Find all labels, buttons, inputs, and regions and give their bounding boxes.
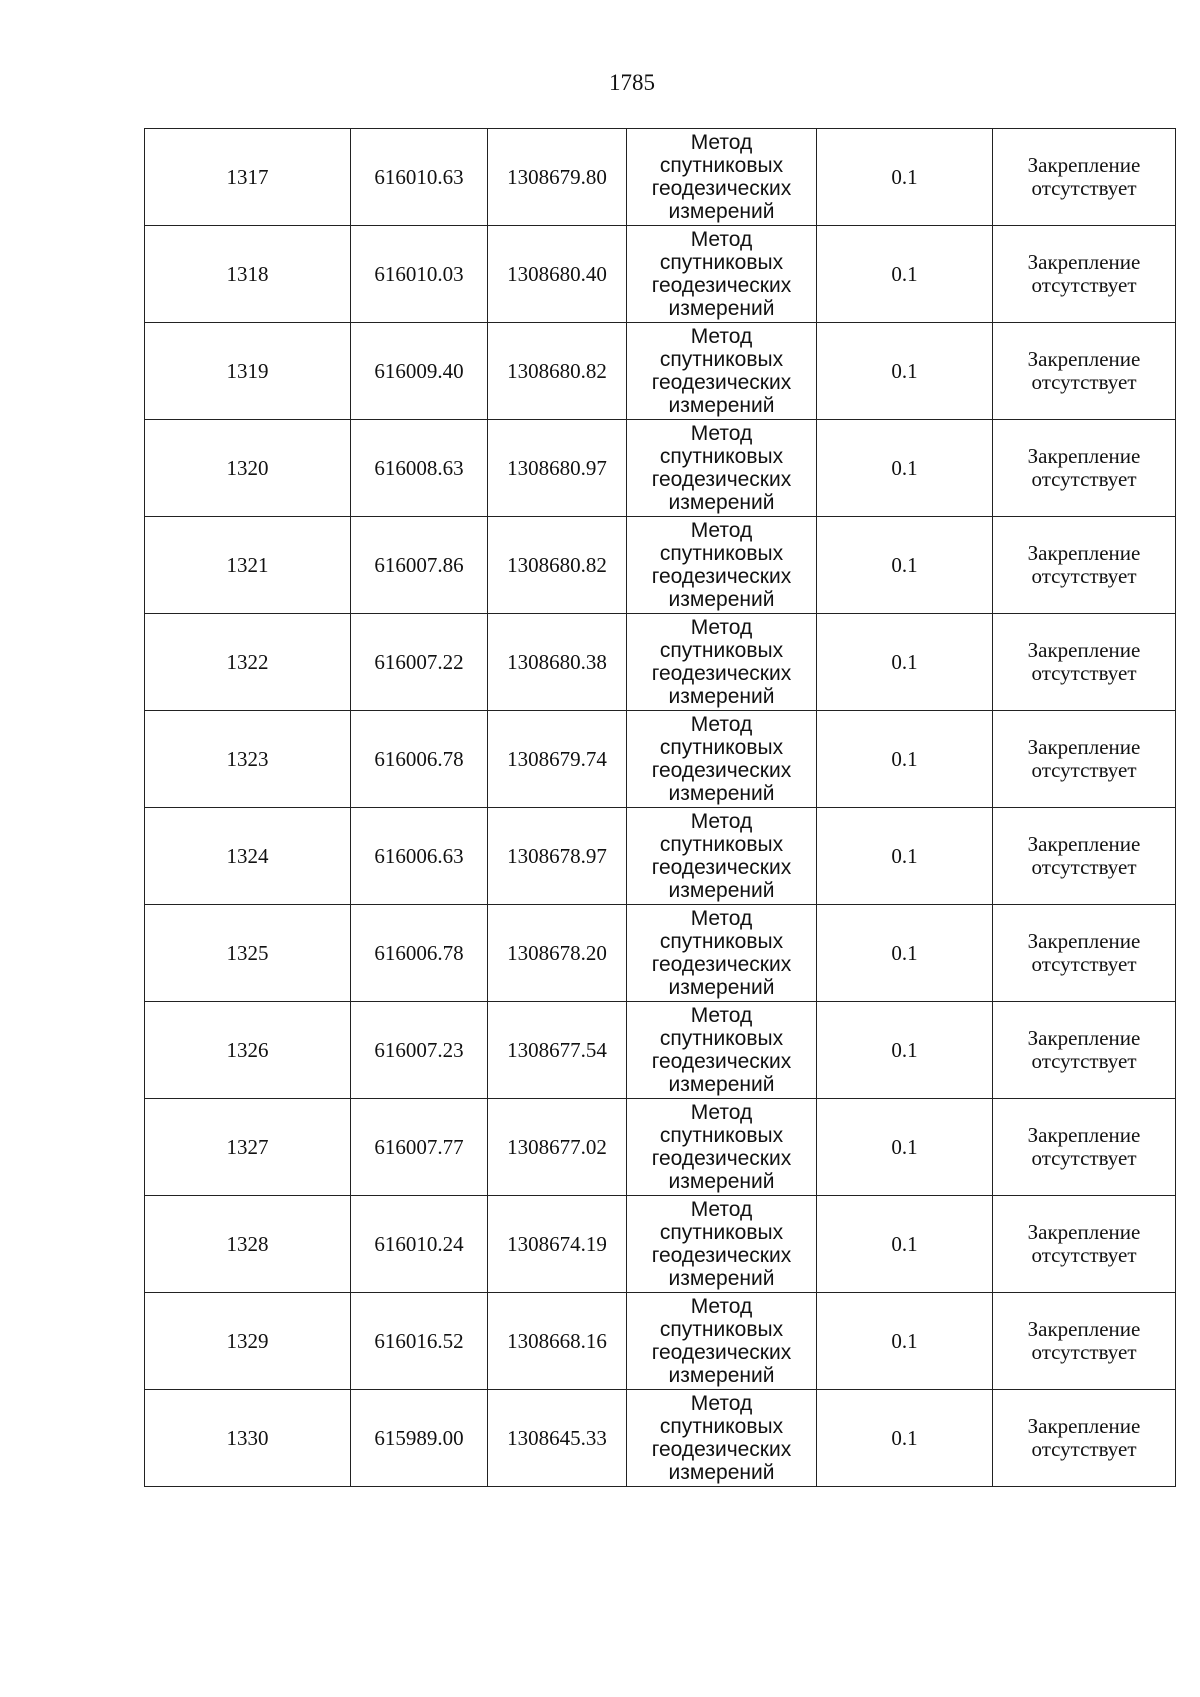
fixation-line: Закрепление [1027, 929, 1141, 953]
x-coordinate-cell: 616008.63 [351, 420, 488, 517]
x-coordinate-cell: 616010.24 [351, 1196, 488, 1293]
method-line: спутниковых [659, 348, 784, 371]
method-line: Метод [690, 1198, 753, 1221]
accuracy-cell: 0.1 [817, 323, 993, 420]
method-cell [627, 129, 817, 226]
method-line: измерений [668, 1461, 775, 1484]
method-line: геодезических [651, 1050, 792, 1073]
point-number-cell: 1319 [145, 323, 351, 420]
fixation-line: Закрепление [1027, 347, 1141, 371]
point-number-cell: 1320 [145, 420, 351, 517]
table-row [145, 323, 1176, 420]
table-row [145, 1099, 1176, 1196]
accuracy-cell: 0.1 [817, 1390, 993, 1487]
method-cell [627, 517, 817, 614]
method-cell [627, 808, 817, 905]
x-coordinate-cell: 616007.77 [351, 1099, 488, 1196]
method-line: спутниковых [659, 833, 784, 856]
fixation-line: отсутствует [1031, 467, 1137, 491]
method-cell [627, 323, 817, 420]
method-line: Метод [690, 1101, 753, 1124]
x-coordinate-cell: 616006.78 [351, 905, 488, 1002]
method-line: спутниковых [659, 736, 784, 759]
fixation-cell [993, 1390, 1176, 1487]
accuracy-cell: 0.1 [817, 614, 993, 711]
accuracy-cell: 0.1 [817, 1099, 993, 1196]
method-line: измерений [668, 879, 775, 902]
accuracy-cell: 0.1 [817, 1293, 993, 1390]
table-row [145, 905, 1176, 1002]
point-number-cell: 1327 [145, 1099, 351, 1196]
y-coordinate-cell: 1308674.19 [488, 1196, 627, 1293]
accuracy-cell: 0.1 [817, 1002, 993, 1099]
point-number-cell: 1325 [145, 905, 351, 1002]
method-line: Метод [690, 131, 753, 154]
y-coordinate-cell: 1308680.82 [488, 517, 627, 614]
fixation-line: отсутствует [1031, 273, 1137, 297]
table-row [145, 226, 1176, 323]
fixation-cell [993, 808, 1176, 905]
method-line: Метод [690, 616, 753, 639]
method-line: измерений [668, 1267, 775, 1290]
method-line: измерений [668, 976, 775, 999]
y-coordinate-cell: 1308680.40 [488, 226, 627, 323]
method-line: геодезических [651, 953, 792, 976]
table-row [145, 129, 1176, 226]
fixation-line: Закрепление [1027, 1414, 1141, 1438]
fixation-line: отсутствует [1031, 370, 1137, 394]
x-coordinate-cell: 616007.23 [351, 1002, 488, 1099]
fixation-cell [993, 614, 1176, 711]
method-line: спутниковых [659, 1318, 784, 1341]
table-row [145, 1196, 1176, 1293]
fixation-cell [993, 129, 1176, 226]
method-line: геодезических [651, 468, 792, 491]
table-row [145, 1390, 1176, 1487]
method-line: геодезических [651, 1147, 792, 1170]
fixation-line: отсутствует [1031, 176, 1137, 200]
method-line: Метод [690, 519, 753, 542]
method-cell [627, 1390, 817, 1487]
method-line: Метод [690, 1004, 753, 1027]
accuracy-cell: 0.1 [817, 517, 993, 614]
method-line: измерений [668, 297, 775, 320]
fixation-line: Закрепление [1027, 541, 1141, 565]
fixation-cell [993, 420, 1176, 517]
x-coordinate-cell: 616010.63 [351, 129, 488, 226]
method-line: Метод [690, 1392, 753, 1415]
coordinates-table [144, 128, 1176, 1487]
method-line: Метод [690, 422, 753, 445]
table-row [145, 1002, 1176, 1099]
y-coordinate-cell: 1308680.82 [488, 323, 627, 420]
y-coordinate-cell: 1308677.02 [488, 1099, 627, 1196]
y-coordinate-cell: 1308645.33 [488, 1390, 627, 1487]
method-line: измерений [668, 200, 775, 223]
y-coordinate-cell: 1308679.74 [488, 711, 627, 808]
method-line: спутниковых [659, 1027, 784, 1050]
method-line: геодезических [651, 371, 792, 394]
method-line: Метод [690, 810, 753, 833]
fixation-cell [993, 1293, 1176, 1390]
fixation-cell [993, 226, 1176, 323]
x-coordinate-cell: 616007.86 [351, 517, 488, 614]
y-coordinate-cell: 1308677.54 [488, 1002, 627, 1099]
fixation-line: Закрепление [1027, 444, 1141, 468]
method-line: измерений [668, 1073, 775, 1096]
x-coordinate-cell: 616006.63 [351, 808, 488, 905]
fixation-line: Закрепление [1027, 1317, 1141, 1341]
method-cell [627, 1293, 817, 1390]
method-line: измерений [668, 491, 775, 514]
table-row [145, 614, 1176, 711]
fixation-line: Закрепление [1027, 735, 1141, 759]
method-line: измерений [668, 394, 775, 417]
fixation-cell [993, 323, 1176, 420]
y-coordinate-cell: 1308680.97 [488, 420, 627, 517]
method-line: спутниковых [659, 251, 784, 274]
point-number-cell: 1329 [145, 1293, 351, 1390]
fixation-cell [993, 711, 1176, 808]
point-number-cell: 1318 [145, 226, 351, 323]
accuracy-cell: 0.1 [817, 1196, 993, 1293]
coordinates-table-body [145, 129, 1176, 1487]
point-number-cell: 1326 [145, 1002, 351, 1099]
fixation-line: Закрепление [1027, 153, 1141, 177]
fixation-line: Закрепление [1027, 1220, 1141, 1244]
table-row [145, 808, 1176, 905]
method-line: геодезических [651, 1341, 792, 1364]
point-number-cell: 1330 [145, 1390, 351, 1487]
x-coordinate-cell: 616006.78 [351, 711, 488, 808]
method-line: геодезических [651, 856, 792, 879]
method-line: спутниковых [659, 1221, 784, 1244]
fixation-line: Закрепление [1027, 1026, 1141, 1050]
fixation-line: отсутствует [1031, 1146, 1137, 1170]
method-cell [627, 905, 817, 1002]
table-row [145, 1293, 1176, 1390]
method-line: геодезических [651, 662, 792, 685]
fixation-line: отсутствует [1031, 1049, 1137, 1073]
method-line: геодезических [651, 1244, 792, 1267]
fixation-line: Закрепление [1027, 638, 1141, 662]
method-line: спутниковых [659, 1124, 784, 1147]
fixation-line: Закрепление [1027, 250, 1141, 274]
fixation-line: Закрепление [1027, 832, 1141, 856]
fixation-line: отсутствует [1031, 1437, 1137, 1461]
method-cell [627, 1196, 817, 1293]
method-line: измерений [668, 782, 775, 805]
fixation-line: отсутствует [1031, 661, 1137, 685]
point-number-cell: 1324 [145, 808, 351, 905]
fixation-line: отсутствует [1031, 758, 1137, 782]
accuracy-cell: 0.1 [817, 420, 993, 517]
method-cell [627, 711, 817, 808]
table-row [145, 420, 1176, 517]
method-line: измерений [668, 1364, 775, 1387]
y-coordinate-cell: 1308668.16 [488, 1293, 627, 1390]
fixation-cell [993, 905, 1176, 1002]
point-number-cell: 1317 [145, 129, 351, 226]
method-line: измерений [668, 685, 775, 708]
x-coordinate-cell: 616010.03 [351, 226, 488, 323]
fixation-line: отсутствует [1031, 1243, 1137, 1267]
method-cell [627, 1099, 817, 1196]
y-coordinate-cell: 1308678.20 [488, 905, 627, 1002]
fixation-cell [993, 1196, 1176, 1293]
method-line: Метод [690, 325, 753, 348]
accuracy-cell: 0.1 [817, 226, 993, 323]
x-coordinate-cell: 615989.00 [351, 1390, 488, 1487]
method-line: измерений [668, 588, 775, 611]
method-line: спутниковых [659, 930, 784, 953]
method-line: спутниковых [659, 445, 784, 468]
x-coordinate-cell: 616016.52 [351, 1293, 488, 1390]
method-line: Метод [690, 907, 753, 930]
fixation-cell [993, 1002, 1176, 1099]
x-coordinate-cell: 616007.22 [351, 614, 488, 711]
fixation-line: отсутствует [1031, 1340, 1137, 1364]
method-line: геодезических [651, 759, 792, 782]
fixation-line: отсутствует [1031, 564, 1137, 588]
method-line: геодезических [651, 274, 792, 297]
fixation-line: отсутствует [1031, 952, 1137, 976]
method-cell [627, 420, 817, 517]
method-line: Метод [690, 228, 753, 251]
fixation-line: отсутствует [1031, 855, 1137, 879]
method-cell [627, 226, 817, 323]
method-cell [627, 614, 817, 711]
point-number-cell: 1321 [145, 517, 351, 614]
method-line: спутниковых [659, 542, 784, 565]
table-row [145, 517, 1176, 614]
accuracy-cell: 0.1 [817, 808, 993, 905]
y-coordinate-cell: 1308679.80 [488, 129, 627, 226]
point-number-cell: 1328 [145, 1196, 351, 1293]
accuracy-cell: 0.1 [817, 905, 993, 1002]
fixation-line: Закрепление [1027, 1123, 1141, 1147]
method-line: спутниковых [659, 154, 784, 177]
accuracy-cell: 0.1 [817, 129, 993, 226]
method-line: Метод [690, 713, 753, 736]
point-number-cell: 1323 [145, 711, 351, 808]
method-line: геодезических [651, 565, 792, 588]
method-line: геодезических [651, 177, 792, 200]
table-row [145, 711, 1176, 808]
fixation-cell [993, 517, 1176, 614]
y-coordinate-cell: 1308678.97 [488, 808, 627, 905]
page-number: 1785 [609, 70, 655, 95]
method-line: измерений [668, 1170, 775, 1193]
method-line: геодезических [651, 1438, 792, 1461]
point-number-cell: 1322 [145, 614, 351, 711]
method-line: спутниковых [659, 639, 784, 662]
accuracy-cell: 0.1 [817, 711, 993, 808]
y-coordinate-cell: 1308680.38 [488, 614, 627, 711]
x-coordinate-cell: 616009.40 [351, 323, 488, 420]
fixation-cell [993, 1099, 1176, 1196]
method-line: Метод [690, 1295, 753, 1318]
method-cell [627, 1002, 817, 1099]
method-line: спутниковых [659, 1415, 784, 1438]
